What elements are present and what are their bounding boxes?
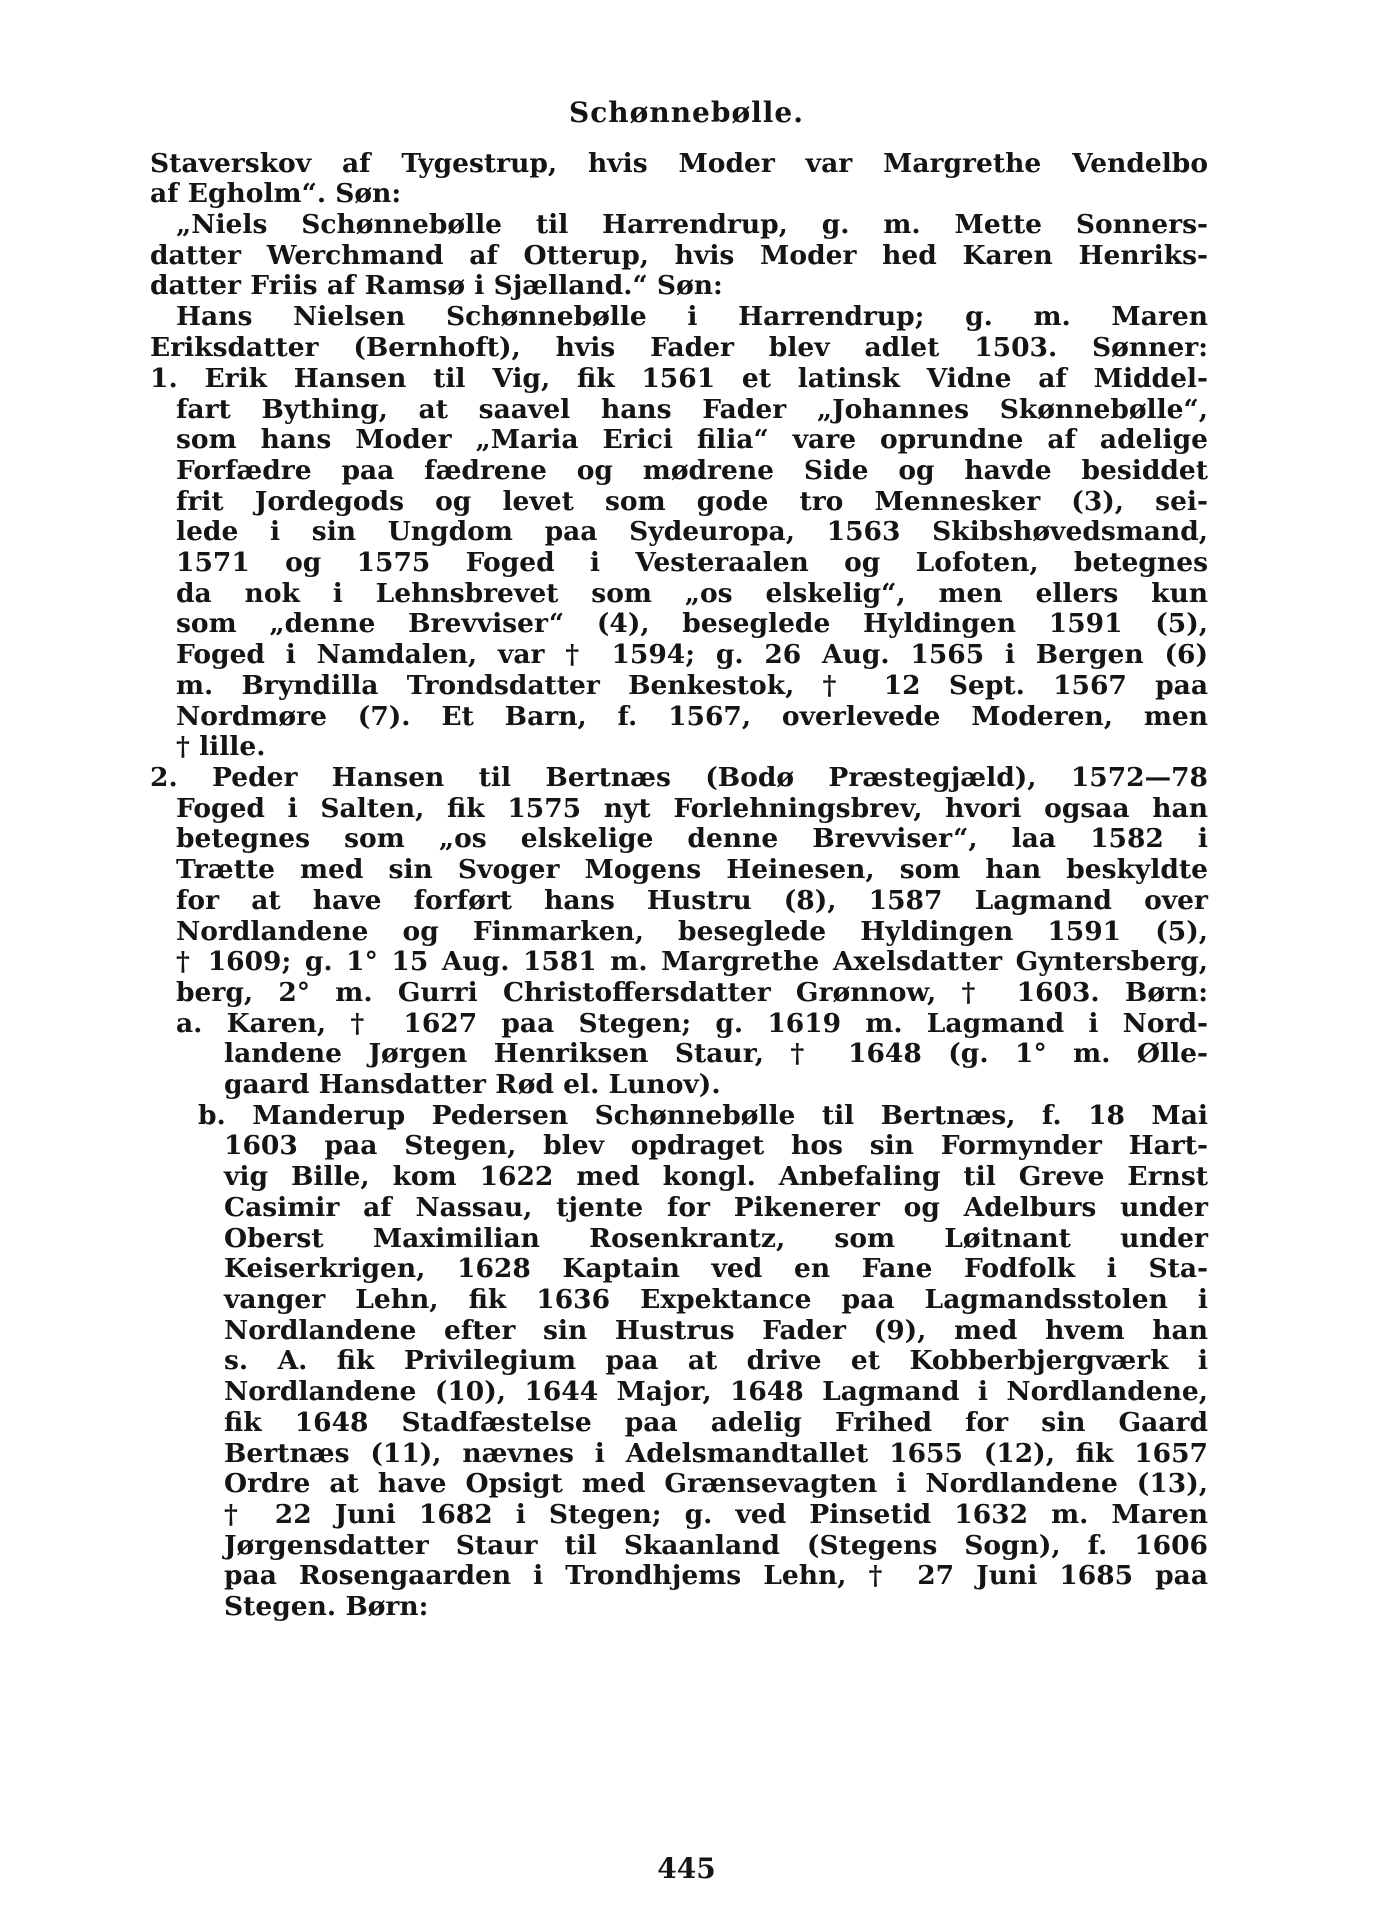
text-line: gaard Hansdatter Rød el. Lunov). bbox=[224, 1069, 721, 1100]
text-line: Stegen. Børn: bbox=[224, 1591, 429, 1622]
text-line: Trætte med sin Svoger Mogens Heinesen, som han beskyldte bbox=[176, 854, 1208, 885]
text-line: vanger Lehn, fik 1636 Expektance paa Lagmandsstolen i bbox=[224, 1284, 1208, 1315]
text-line: † 1609; g. 1° 15 Aug. 1581 m. Margrethe Axelsdatter Gyntersberg, bbox=[176, 946, 1208, 977]
text-line: datter Friis af Ramsø i Sjælland.“ Søn: bbox=[150, 270, 723, 301]
text-line: Jørgensdatter Staur til Skaanland (Stegens Sogn), f. 1606 bbox=[224, 1530, 1208, 1561]
text-line: frit Jordegods og levet som gode tro Mennesker (3), sei- bbox=[176, 486, 1208, 517]
text-line: Casimir af Nassau, tjente for Pikenerer og Adelburs under bbox=[224, 1192, 1208, 1223]
text-line: Eriksdatter (Bernhoft), hvis Fader blev adlet 1503. Sønner: bbox=[150, 332, 1208, 363]
text-line: Staverskov af Tygestrup, hvis Moder var Margrethe Vendelbo bbox=[150, 148, 1208, 179]
text-line: m. Bryndilla Trondsdatter Benkestok, † 12 Sept. 1567 paa bbox=[176, 670, 1208, 701]
text-line: 1603 paa Stegen, blev opdraget hos sin Formynder Hart- bbox=[224, 1130, 1208, 1161]
text-line: som „denne Brevviser“ (4), beseglede Hyldingen 1591 (5), bbox=[176, 608, 1208, 639]
text-line: s. A. fik Privilegium paa at drive et Kobberbjergværk i bbox=[224, 1345, 1208, 1376]
text-line: „Niels Schønnebølle til Harrendrup, g. m. Mette Sonners- bbox=[176, 209, 1208, 240]
text-line: Foged i Salten, fik 1575 nyt Forlehningsbrev, hvori ogsaa han bbox=[176, 793, 1208, 824]
text-line: b. Manderup Pedersen Schønnebølle til Bertnæs, f. 18 Mai bbox=[198, 1100, 1208, 1131]
text-line: landene Jørgen Henriksen Staur, † 1648 (g. 1° m. Ølle- bbox=[224, 1038, 1208, 1069]
text-line: Forfædre paa fædrene og mødrene Side og havde besiddet bbox=[176, 455, 1208, 486]
page-number: 445 bbox=[657, 1852, 716, 1885]
text-line: fart Bything, at saavel hans Fader „Johannes Skønnebølle“, bbox=[176, 394, 1208, 425]
text-line: paa Rosengaarden i Trondhjems Lehn, † 27 Juni 1685 paa bbox=[224, 1560, 1208, 1591]
text-line: vig Bille, kom 1622 med kongl. Anbefaling til Greve Ernst bbox=[224, 1161, 1208, 1192]
text-line: af Egholm“. Søn: bbox=[150, 178, 402, 209]
text-line: Nordlandene og Finmarken, beseglede Hyldingen 1591 (5), bbox=[176, 916, 1208, 947]
text-line: Nordmøre (7). Et Barn, f. 1567, overlevede Moderen, men bbox=[176, 701, 1208, 732]
text-line: 2. Peder Hansen til Bertnæs (Bodø Præstegjæld), 1572—78 bbox=[150, 762, 1208, 793]
text-line: som hans Moder „Maria Erici filia“ vare oprundne af adelige bbox=[176, 424, 1208, 455]
text-line: berg, 2° m. Gurri Christoffersdatter Grønnow, † 1603. Børn: bbox=[176, 977, 1208, 1008]
text-line: a. Karen, † 1627 paa Stegen; g. 1619 m. Lagmand i Nord- bbox=[176, 1008, 1208, 1039]
text-line: 1571 og 1575 Foged i Vesteraalen og Lofoten, betegnes bbox=[176, 547, 1208, 578]
text-line: Oberst Maximilian Rosenkrantz, som Løitnant under bbox=[224, 1223, 1208, 1254]
text-line: da nok i Lehnsbrevet som „os elskelig“, men ellers kun bbox=[176, 578, 1208, 609]
text-line: Foged i Namdalen, var † 1594; g. 26 Aug. 1565 i Bergen (6) bbox=[176, 639, 1208, 670]
text-line: Bertnæs (11), nævnes i Adelsmandtallet 1655 (12), fik 1657 bbox=[224, 1438, 1208, 1469]
text-line: Keiserkrigen, 1628 Kaptain ved en Fane Fodfolk i Sta- bbox=[224, 1253, 1208, 1284]
page-title: Schønnebølle. bbox=[569, 96, 804, 129]
text-line: Hans Nielsen Schønnebølle i Harrendrup; g. m. Maren bbox=[176, 301, 1208, 332]
text-line: fik 1648 Stadfæstelse paa adelig Frihed for sin Gaard bbox=[224, 1407, 1208, 1438]
text-line: † 22 Juni 1682 i Stegen; g. ved Pinsetid 1632 m. Maren bbox=[224, 1499, 1208, 1530]
text-line: Nordlandene (10), 1644 Major, 1648 Lagmand i Nordlandene, bbox=[224, 1376, 1208, 1407]
text-line: betegnes som „os elskelige denne Brevviser“, laa 1582 i bbox=[176, 823, 1208, 854]
text-line: lede i sin Ungdom paa Sydeuropa, 1563 Skibshøvedsmand, bbox=[176, 516, 1208, 547]
text-line: Nordlandene efter sin Hustrus Fader (9), med hvem han bbox=[224, 1315, 1208, 1346]
text-line: † lille. bbox=[176, 731, 266, 762]
text-line: Ordre at have Opsigt med Grænsevagten i Nordlandene (13), bbox=[224, 1468, 1208, 1499]
text-line: datter Werchmand af Otterup, hvis Moder hed Karen Henriks- bbox=[150, 240, 1208, 271]
text-line: for at have forført hans Hustru (8), 1587 Lagmand over bbox=[176, 885, 1208, 916]
text-line: 1. Erik Hansen til Vig, fik 1561 et latinsk Vidne af Middel- bbox=[150, 363, 1208, 394]
